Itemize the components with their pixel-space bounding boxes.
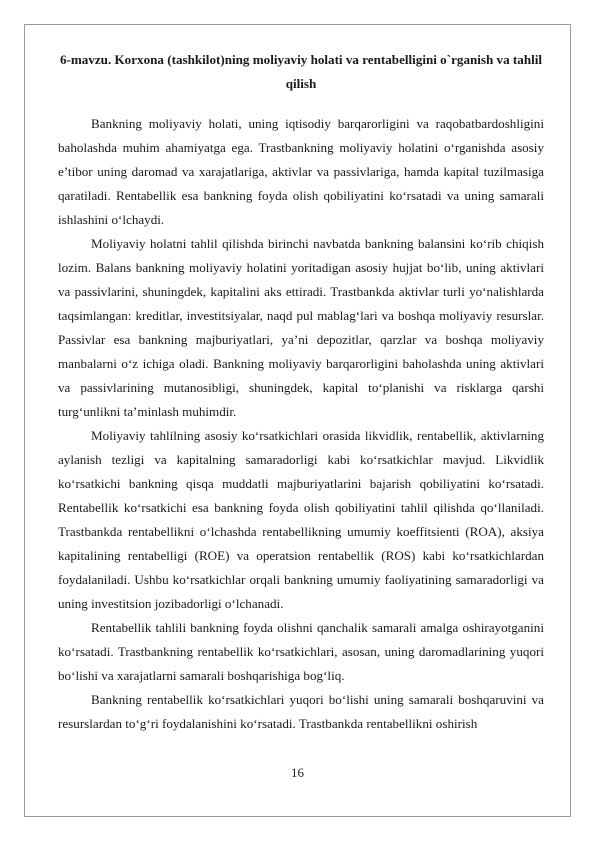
paragraph-4: Rentabellik tahlili bankning foyda olishni qanchalik samarali amalga oshirayotganini ko‘rsatadi. Trastbankning rentabellik ko‘rsatkichlari, asosan, uning daromadlarining yuqori bo‘lishi va xarajatlarni samarali boshqarishiga bog‘liq.	[58, 620, 544, 683]
page-number: 16	[291, 765, 304, 780]
paragraph-3: Moliyaviy tahlilning asosiy ko‘rsatkichlari orasida likvidlik, rentabellik, aktivlarning aylanish tezligi va kapitalning samaradorligi kabi ko‘rsatkichlar mavjud. Likvidlik ko‘rsatkichi bankning qisqa muddatli majburiyatlarini bajarish qobiliyatini ko‘rsatadi. Rentabellik ko‘rsatkichi esa bankning foyda olish qobiliyatini tahlil qilishda qo‘llaniladi. Trastbankda rentabellikni o‘lchashda rentabellikning umumiy koeffitsienti (ROA), aksiya kapitalining rentabelligi (ROE) va operatsion rentabellik (ROS) kabi ko‘rsatkichlardan foydalaniladi. Ushbu ko‘rsatkichlar orqali bankning umumiy faoliyatining samaradorligi va uning investitsion jozibadorligi o‘lchanadi.	[58, 428, 544, 611]
paragraph-1: Bankning moliyaviy holati, uning iqtisodiy barqarorligini va raqobatbardoshligini baholashda muhim ahamiyatga ega. Trastbankning moliyaviy holatini o‘rganishda asosiy e’tibor uning daromad va xarajatlariga, aktivlar va passivlariga, hamda kapital tuzilmasiga qaratiladi. Rentabellik esa bankning foyda olish qobiliyatini ko‘rsatadi va uning samarali ishlashini o‘lchaydi.	[58, 116, 544, 227]
section-title: 6-mavzu. Korxona (tashkilot)ning moliyaviy holati va rentabelligini o`rganish va tahlil qilish	[59, 52, 543, 91]
paragraph-5: Bankning rentabellik ko‘rsatkichlari yuqori bo‘lishi uning samarali boshqaruvini va resurslardan to‘g‘ri foydalanishini ko‘rsatadi. Trastbankda rentabellikni oshirish	[58, 692, 544, 731]
page-content	[58, 48, 544, 736]
paragraph-2: Moliyaviy holatni tahlil qilishda birinchi navbatda bankning balansini ko‘rib chiqish lozim. Balans bankning moliyaviy holatini yoritadigan asosiy hujjat bo‘lib, uning aktivlari va passivlarini, shuningdek, kapitalini aks ettiradi. Trastbankda aktivlar turli yo‘nalishlarda taqsimlangan: kreditlar, investitsiyalar, naqd pul mablag‘lari va boshqa moliyaviy resurslar. Passivlar esa bankning majburiyatlari, ya’ni depozitlar, qarzlar va boshqa moliyaviy manbalarni o‘z ichiga oladi. Bankning moliyaviy barqarorligini baholashda uning aktivlari va passivlarining mutanosibligi, shuningdek, kapital to‘planishi va risklarga qarshi turg‘unlikni ta’minlash muhimdir.	[58, 236, 544, 419]
